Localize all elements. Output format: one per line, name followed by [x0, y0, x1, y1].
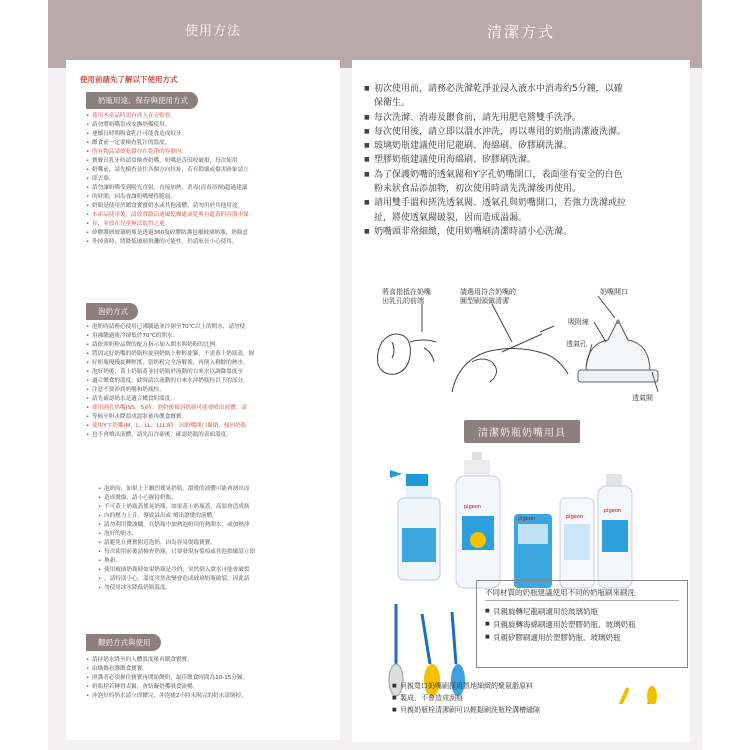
cleaning-item: ■ 每次洗滌、消毒及餵食前，請先用肥皂將雙手洗淨。: [364, 111, 682, 125]
mixing-warning-item: • 請避免在寶寶附近泡奶，因為容易燙傷寶寶。: [98, 539, 348, 548]
footer-item: ■ 製成，不會造成刮痕: [392, 692, 582, 704]
brush-note-title: 不同材質的奶瓶建議使用不同的奶瓶刷來刷洗: [485, 588, 635, 597]
mixing-warning-item: • 造成燙傷，請小心握持奶瓶。: [98, 494, 348, 503]
section-label-usage: 奶瓶用途、保存與使用方式: [86, 92, 198, 109]
mixing-warning-item: • ，請特別小心。溫度突然改變會造成玻璃奶瓶破裂，因此請: [98, 575, 348, 584]
left-content-box: [66, 60, 364, 740]
brush-note-item: ■ 貝親旋轉海綿刷適用於塑膠奶瓶、玻璃奶瓶: [485, 618, 636, 631]
label-suction-line: 吸附線: [568, 318, 589, 326]
mixing-item: • 泡好奶後，蓋上奶瓶蓋並持奶瓶於流動的自來水以調降溫度至: [86, 368, 361, 377]
usage-item: • 奶瓶是使用於餵食寶寶奶水或其他液體，請勿用於其他用途。: [86, 202, 361, 211]
label-vent-valve: 透氣閥: [632, 394, 653, 402]
usage-item: • 本產品使用後，請放置陰涼通風乾燥處或乾爽有遮蓋的容器中保: [86, 211, 361, 220]
cleaning-item: 保衛生。: [374, 98, 411, 109]
usage-item: • 寶寶長乳牙時請常檢查奶嘴，奶嘴是否因咬破損，每次使用: [86, 157, 361, 166]
mixing-item: • 適合餵食的溫度，此時請以流動的自來水沖奶瓶栓以下的部分，: [86, 377, 361, 386]
usage-item: • 請勿將奶嘴當成安撫奶嘴使用。: [86, 121, 361, 130]
nipple-brush-icon: [606, 688, 628, 704]
mixing-warning-item: • 使用玻璃奶瓶時如果奶瓶是冷的，突然倒入滾水可能會破裂: [98, 566, 348, 575]
mixing-warning-item: • 不可蓋上奶瓶蓋搖晃奶瓶，如果蓋上奶瓶蓋，高溫會造成瓶: [98, 503, 348, 512]
left-page-title: 使用方法: [48, 0, 378, 68]
feeding-item: • 請持奶水降至約人體溫度後再餵食寶寶。: [86, 656, 361, 665]
usage-item: • 所有物品請擦乾儲存在乾淨的容器內。: [86, 148, 361, 157]
right-page: [340, 0, 702, 750]
teat-cleaning-brush-icon: [642, 686, 657, 704]
usage-item: • 的時間，因為會讓奶嘴變得脆弱。: [86, 193, 361, 202]
product-label-2: pigeon: [518, 516, 536, 522]
usage-item: • 餵食前一定要檢查乳汁的溫度。: [86, 139, 361, 148]
feeding-item: • 照護者必須握住寶寶再開始餵奶，最佳餵食時間為10-15分鐘。: [86, 674, 361, 683]
section-label-feeding: 餵奶方式與使用: [86, 634, 161, 651]
mixing-list: [86, 323, 361, 440]
cleaning-item: 扯，將使透氣閥破裂，因而造成溢漏。: [374, 212, 528, 223]
mixing-item: • 也不會噴出液體。請先沿冷卻後，確認奶瓶的表面溫度。: [86, 431, 361, 440]
label-vent-hole: 透氣孔: [566, 340, 587, 348]
brush-note-list: [485, 605, 636, 644]
nipple-diagram-icon: [578, 296, 658, 392]
mixing-item: • 好奶瓶慢慢旋轉輕搖，當奶粉完全溶解後，再倒入剩餘的熱水。: [86, 359, 361, 368]
diagram-caption-finger: 將食指抵在奶嘴 出乳孔的前端: [382, 288, 431, 305]
footer-item: ■ 貝親寬口奶嘴刷採用質地細緻的聚氨脂原料: [392, 680, 582, 692]
brush-note-box: [476, 580, 688, 668]
spray-bottle-icon: [390, 470, 440, 580]
left-page: [48, 0, 378, 750]
usage-item: • 外掉落時，將降低玻璃飛濺的可能性，仍請家長小心使用。: [86, 238, 361, 247]
mixing-item: • 用沸騰過後冷卻低於70℃的開水。: [86, 332, 361, 341]
tools-section-title: 清潔奶瓶奶嘴用具: [464, 420, 580, 443]
mixing-item: • 使用Y字奶嘴(M、L、LL、LLL)時：因奶嘴開口緊閉，傾斜奶瓶: [86, 422, 361, 431]
cleaning-item: ■ 請用雙手溫和搓洗透氣閥、透氣孔與奶嘴開口，若強力洗滌或拉: [364, 196, 682, 210]
mixing-item: • 注意不要沖到奶嘴和奶瓶栓。: [86, 386, 361, 395]
usage-item: • 使用本產品時需有成人在旁監督。: [86, 112, 361, 121]
cleaning-illustration: [362, 282, 680, 412]
cleaning-item: ■ 初次使用前，請務必洗滌乾淨並浸入液水中消毒約5分鐘，以確: [364, 82, 682, 96]
cleaning-item: ■ 塑膠奶瓶建議使用海綿刷、矽膠刷洗滌。: [364, 153, 682, 167]
mixing-warning-item: • 泡好的奶水。: [98, 530, 348, 539]
diagram-caption-brush: 請選用符合奶嘴的 圓型刷頭做清潔: [460, 288, 516, 305]
usage-item: • 連續長時間吸食乳汁可能會造成蛀牙。: [86, 130, 361, 139]
label-nipple-opening: 奶嘴開口: [600, 288, 628, 296]
usage-item: • 即丟棄。: [86, 175, 361, 184]
mixing-item: • 將固定好奶嘴的奶瓶栓旋到奶瓶上輕輕旋緊，不需蓋上奶瓶蓋，握: [86, 350, 361, 359]
cleaning-item: ■ 奶嘴頭非常細緻，使用奶嘴刷清潔時請小心洗滌。: [364, 225, 682, 239]
mixing-warning-item: • 請勿利用微波爐，在奶瓶中加熱泡奶用的熱開水，或加熱沖: [98, 521, 348, 530]
mixing-item: • 請依照奶粉品牌的配方指示加入開水與奶粉的比例。: [86, 341, 361, 350]
mixing-warning-item: • 泡奶時，如果上下劇烈搖晃奶瓶，滾燙的液體可能會湧出而: [98, 485, 348, 494]
mixing-warning-list: [98, 485, 348, 593]
cleaning-item: ■ 為了保護奶嘴的透氣閥和Y字孔奶嘴開口，表面塗有安全的白色: [364, 168, 682, 182]
cleaning-diagram: [362, 282, 680, 412]
mixing-item: • 請先確認奶水是適合餵食的溫度。: [86, 395, 361, 404]
usage-list: [86, 112, 361, 247]
bottle-pack-icon: [514, 514, 552, 588]
mixing-warning-item: • 內的壓力上升，導致溢出或 噴出滾燙的液體。: [98, 512, 348, 521]
product-label-1: pigeon: [464, 504, 482, 510]
brush-note-divider: [485, 600, 679, 601]
mixing-item: • 等候至奶水降溫成溫狀後再餵食寶寶。: [86, 413, 361, 422]
right-page-title: 清潔方式: [340, 0, 702, 68]
mixing-warning-item: • 勿使用冰水降低奶瓶溫度。: [98, 584, 348, 593]
usage-item: • 存，並放在兒童無法取得之處。: [86, 220, 361, 229]
cleaning-item: ■ 每次使用後，請立即以溫水沖洗，再以專用的奶瓶清潔液洗滌。: [364, 125, 682, 139]
usage-item: • 請勿讓奶嘴受到陽光直射、直接加熱、消毒(清毒溶劑)超過建議: [86, 184, 361, 193]
footer-item: ■ 貝親奶瓶栓清潔刷可以輕鬆刷洗瓶栓溝槽縫隙: [392, 704, 582, 716]
cleaning-list: [364, 82, 682, 239]
mixing-warning-item: • 每次使用前後請檢查奶瓶，只要發現有裂痕或其他損壞請立即: [98, 548, 348, 557]
brush-note-item: ■ 貝親旋轉尼龍刷適用於玻璃奶瓶: [485, 605, 636, 618]
footer-list: [392, 680, 582, 716]
cleaning-item: 粉末狀食品添加物，初次使用時請先洗滌後再使用。: [374, 184, 582, 195]
pump-bottle-small-icon: [598, 474, 632, 588]
product-label-3: pigeon: [566, 514, 584, 520]
feeding-item: • 由媽媽看護餵食寶寶。: [86, 665, 361, 674]
mixing-item: • 泡奶時請務必使用已沸騰過並冷卻至70℃以上的開水，請勿使: [86, 323, 361, 332]
refill-bottle-icon: [560, 498, 594, 588]
leader-lines: [422, 304, 512, 342]
feeding-item: • 沖泡好的奶水請立即餵完，沖泡後2小時未喝完的奶水請倒掉。: [86, 692, 361, 701]
hand-sketch-icon: [378, 326, 569, 392]
pump-bottle-large-icon: [456, 452, 500, 588]
product-label-4: pigeon: [604, 508, 622, 514]
intro-heading: 使用前請先了解以下使用方式: [80, 75, 178, 84]
section-label-mixing: 泡奶方式: [86, 303, 138, 320]
feeding-item: • 奶瓶栓若轉得太緊，會妨礙奶嘴吸食流暢。: [86, 683, 361, 692]
brush-note-item: ■ 貝親矽膠刷適用於塑膠奶瓶、玻璃奶瓶: [485, 631, 636, 644]
mixing-warning-item: • 換新。: [98, 557, 348, 566]
mixing-item: • 使用圓孔奶嘴(SS、S)時：泡奶後傾斜奶瓶可能會噴出液體。請: [86, 404, 361, 413]
right-content-box: [352, 60, 690, 742]
feeding-list: [86, 656, 361, 701]
usage-item: • 矽膠護層玻璃奶瓶是透過360度矽膠防護包覆玻璃奶瓶，奶瓶意: [86, 229, 361, 238]
cleaning-item: ■ 玻璃奶瓶建議使用尼龍刷、海綿刷、矽膠刷洗滌。: [364, 139, 682, 153]
usage-item: • 奶嘴前，請先檢查並往各個方向拉扯，若有損壞或傷害跡象請立: [86, 166, 361, 175]
